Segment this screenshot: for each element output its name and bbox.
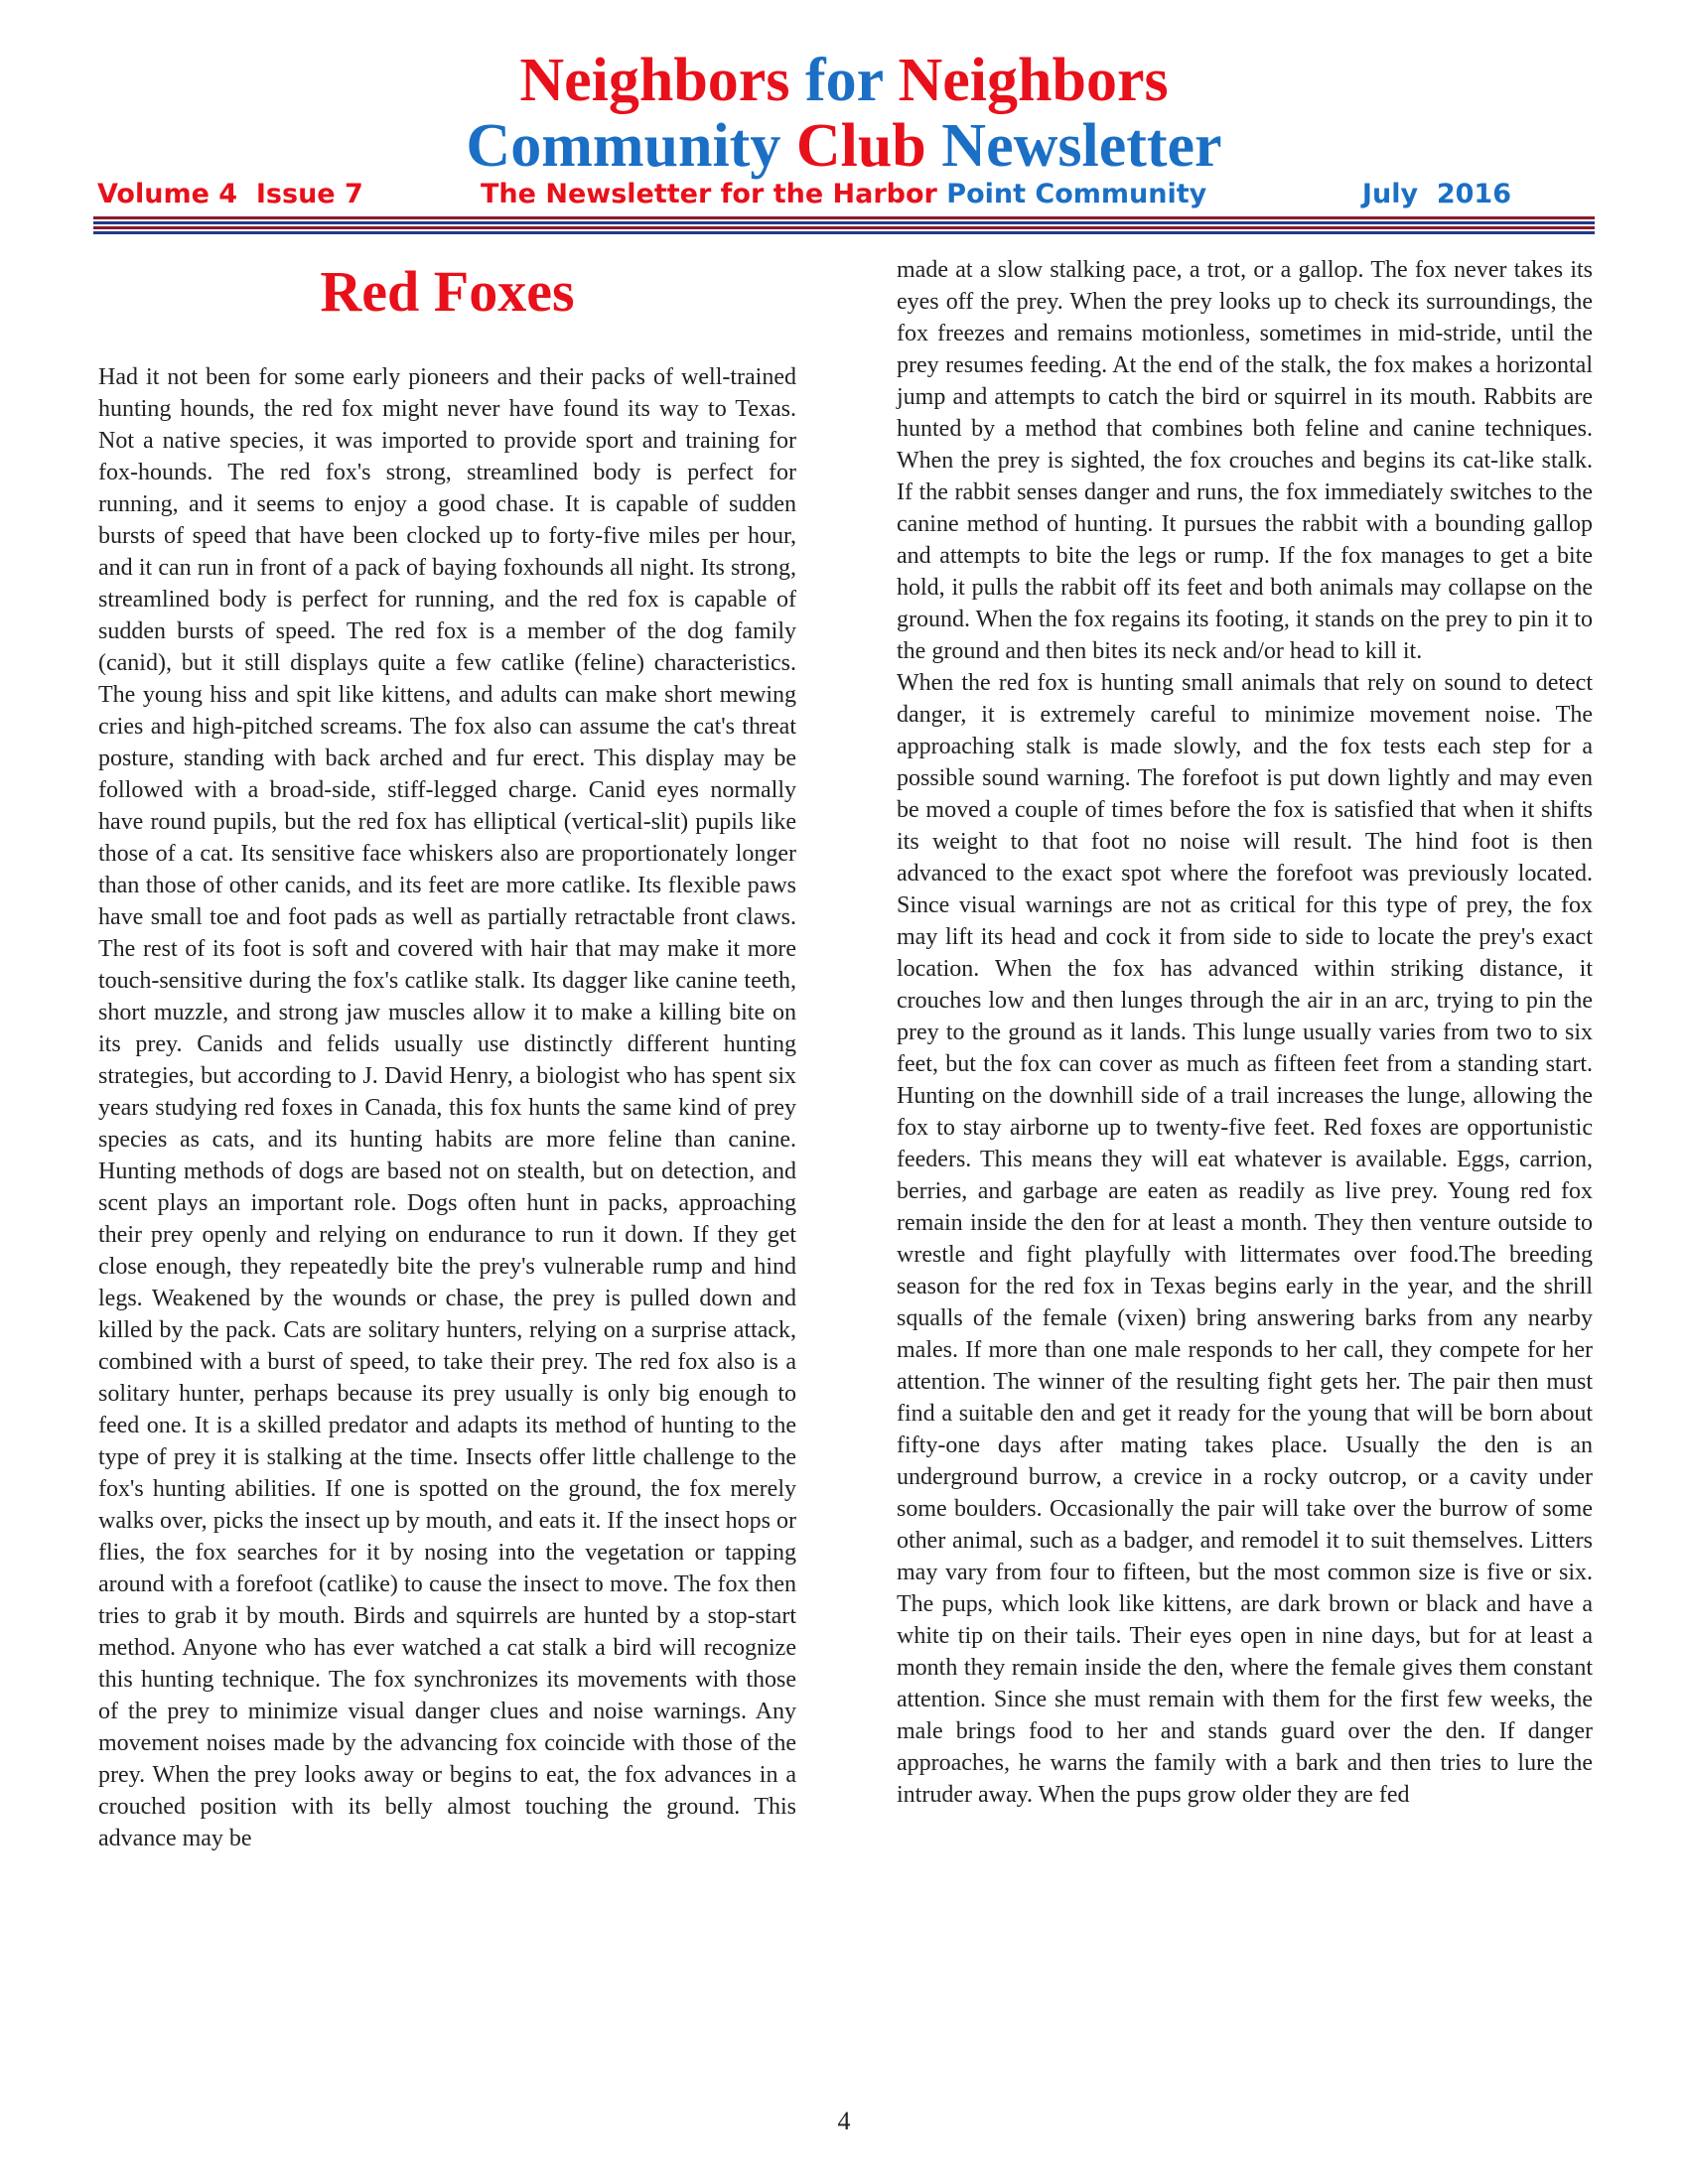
issue-date: July 2016: [1361, 179, 1511, 209]
article-body-right-para1: made at a slow stalking pace, a trot, or a gallop. The fox never takes its eyes off the prey. When the prey looks up to check its surroundings, the fox freezes and remains motionless, sometimes in mid-stride, until the prey resumes feeding. At the end of the stalk, the fox makes a horizontal jump and attempts to catch the bird or squirrel in its mouth. Rabbits are hunted by a method that combines both feline and canine techniques. When the prey is sighted, the fox crouches and begins its cat-like stalk. If the rabbit senses danger and runs, the fox immediately switches to the canine method of hunting. It pursues the rabbit with a bounding gallop and attempts to bite the legs or rump. If the fox manages to get a bite hold, it pulls the rabbit off its feet and both animals may collapse on the ground. When the fox regains its footing, it stands on the prey to pin it to the ground and then bites its neck and/or head to kill it.: [897, 257, 1593, 664]
volume-issue: [97, 175, 363, 214]
issue-label: Issue 7: [255, 179, 363, 209]
volume-label: Volume 4: [97, 179, 238, 209]
divider-line: [93, 221, 1595, 224]
article-column-left: [98, 254, 796, 1854]
article-body-right-para2: When the red fox is hunting small animals that rely on sound to detect danger, it is extremely careful to minimize movement noise. The approaching stalk is made slowly, and the fox tests each step for a possible sound warning. The forefoot is put down lightly and may even be moved a couple of times before the fox is satisfied that when it shifts its weight to that foot no noise will result. The hind foot is then advanced to the exact spot where the forefoot was previously located. Since visual warnings are not as critical for this type of prey, the fox may lift its head and cock it from side to side to locate the prey's exact location. When the fox has advanced within striking distance, it crouches low and then lunges through the air in an arc, trying to pin the prey to the ground as it lands. This lunge usually varies from two to six feet, but the fox can cover as much as fifteen feet from a standing start. Hunting on the downhill side of a trail increases the lunge, allowing the fox to stay airborne up to twenty-five feet. Red foxes are opportunistic feeders. This means they will eat whatever is available. Eggs, carrion, berries, and garbage are eaten as readily as live prey. Young red fox remain inside the den for at least a month. They then venture outside to wrestle and fight playfully with littermates over food.The breeding season for the red fox in Texas begins early in the year, and the shrill squalls of the female (vixen) bring answering barks from any nearby males. If more than one male responds to her call, they compete for her attention. The winner of the resulting fight gets her. The pair then must find a suitable den and get it ready for the young that will be born about fifty-one days after mating takes place. Usually the den is an underground burrow, a crevice in a rocky outcrop, or a cavity under some boulders. Occasionally the pair will take over the burrow of some other animal, such as a badger, and remodel it to suit themselves. Litters may vary from four to fifteen, but the most common size is five or six. The pups, which look like kittens, are dark brown or black and have a white tip on their tails. Their eyes open in nine days, but for at least a month they remain inside the den, where the female gives them constant attention. Since she must remain with them for the first few weeks, the male brings food to her and stands guard over the den. If danger approaches, he warns the family with a bark and then tries to lure the intruder away. When the pups grow older they are fed: [897, 670, 1593, 1808]
divider-line: [93, 231, 1595, 234]
tagline-part2: Harbor: [832, 179, 947, 209]
masthead-word-community: Community: [466, 112, 796, 180]
divider-line: [93, 226, 1595, 229]
tagline-part3: Point Community: [946, 179, 1207, 209]
divider-line: [93, 216, 1595, 219]
header-divider: [93, 216, 1595, 236]
masthead: [0, 48, 1688, 179]
page-number: 4: [837, 2107, 851, 2135]
article-title: Red Foxes: [320, 259, 575, 324]
tagline-part1: The Newsletter for the: [481, 179, 833, 209]
masthead-word-club: Club: [795, 112, 942, 180]
masthead-word-neighbors-2: Neighbors: [898, 47, 1169, 114]
newsletter-name-line1: [0, 48, 1688, 113]
issue-info-bar: [97, 175, 1511, 214]
masthead-word-neighbors: Neighbors: [519, 47, 805, 114]
masthead-word-newsletter: Newsletter: [941, 112, 1222, 180]
article-body-left: Had it not been for some early pioneers and their packs of well-trained hunting hounds, the red fox might never have found its way to Texas. Not a native species, it was imported to provide sport and training for fox-hounds. The red fox's strong, streamlined body is perfect for running, and it seems to enjoy a good chase. It is capable of sudden bursts of speed that have been clocked up to forty-five miles per hour, and it can run in front of a pack of baying foxhounds all night. Its strong, streamlined body is perfect for running, and the red fox is capable of sudden bursts of speed. The red fox is a member of the dog family (canid), but it still displays quite a few catlike (feline) characteristics. The young hiss and spit like kittens, and adults can make short mewing cries and high-pitched screams. The fox also can assume the cat's threat posture, standing with back arched and fur erect. This display may be followed with a broad-side, stiff-legged charge. Canid eyes normally have round pupils, but the red fox has elliptical (vertical-slit) pupils like those of a cat. Its sensitive face whiskers also are proportionately longer than those of other canids, and its feet are more catlike. Its flexible paws have small toe and foot pads as well as partially retractable front claws. The rest of its foot is soft and covered with hair that may make it more touch-sensitive during the fox's catlike stalk. Its dagger like canine teeth, short muzzle, and strong jaw muscles allow it to make a killing bite on its prey. Canids and felids usually use distinctly different hunting strategies, but according to J. David Henry, a biologist who has spent six years studying red foxes in Canada, this fox hunts the same kind of prey species as cats, and its hunting habits are more feline than canine. Hunting methods of dogs are based not on stealth, but on detection, and scent plays an important role. Dogs often hunt in packs, approaching their prey openly and relying on endurance to run it down. If they get close enough, they repeatedly bite the prey's vulnerable rump and hind legs. Weakened by the wounds or chase, the prey is pulled down and killed by the pack. Cats are solitary hunters, relying on a surprise attack, combined with a burst of speed, to take their prey. The red fox also is a solitary hunter, perhaps because its prey usually is only big enough to feed one. It is a skilled predator and adapts its method of hunting to the type of prey it is stalking at the time. Insects offer little challenge to the fox's hunting abilities. If one is spotted on the ground, the fox merely walks over, picks the insect up by mouth, and eats it. If the insect hops or flies, the fox searches for it by nosing into the vegetation or tapping around with a forefoot (catlike) to cause the insect to move. The fox then tries to grab it by mouth. Birds and squirrels are hunted by a stop-start method. Anyone who has ever watched a cat stalk a bird will recognize this hunting technique. The fox synchronizes its movements with those of the prey to minimize visual danger clues and noise warnings. Any movement noises made by the advancing fox coincide with those of the prey. When the prey looks away or begins to eat, the fox advances in a crouched position with its belly almost touching the ground. This advance may be: [98, 364, 796, 1851]
article-column-right: [897, 254, 1593, 1811]
masthead-word-for: for: [804, 47, 899, 114]
newsletter-name-line2: [0, 113, 1688, 179]
tagline: [481, 175, 1206, 214]
